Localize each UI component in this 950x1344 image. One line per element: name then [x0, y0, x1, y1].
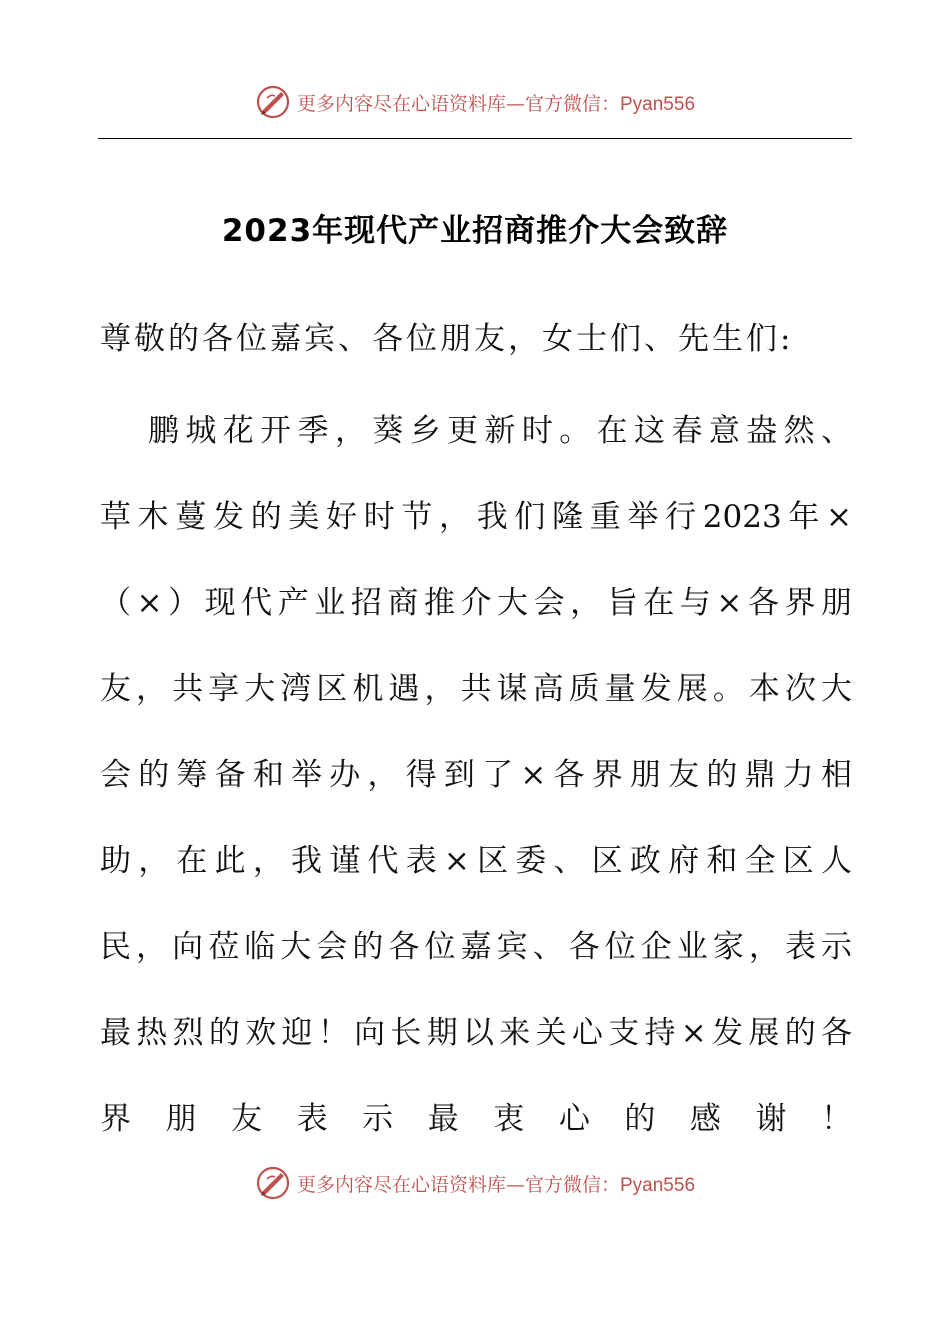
- paragraph-line: 助，在此，我谨代表×区委、区政府和全区人: [100, 843, 852, 879]
- paragraph-line: （×）现代产业招商推介大会，旨在与×各界朋: [100, 585, 852, 621]
- paragraph-line: 界朋友表示最衷心的感谢！: [100, 1101, 852, 1137]
- paragraph-line: 民，向莅临大会的各位嘉宾、各位企业家，表示: [100, 929, 852, 965]
- paragraph-line: 鹏城花开季，葵乡更新时。在这春意盎然、: [148, 413, 852, 449]
- body-paragraph: [100, 388, 852, 1162]
- paragraph-line: 草木蔓发的美好时节，我们隆重举行2023年×: [100, 499, 852, 535]
- paragraph-line: 友，共享大湾区机遇，共谋高质量发展。本次大: [100, 671, 852, 707]
- paragraph-line: 最热烈的欢迎！向长期以来关心支持×发展的各: [100, 1015, 852, 1051]
- pen-logo-icon: [255, 1165, 291, 1201]
- header-banner-handle: Pyan556: [620, 93, 696, 115]
- paragraph-line: 会的筹备和举办，得到了×各界朋友的鼎力相: [100, 757, 852, 793]
- header-divider: [98, 138, 852, 139]
- footer-banner-main: 更多内容尽在心语资料库—官方微信：: [296, 1173, 620, 1196]
- page-title: 2023年现代产业招商推介大会致辞: [221, 213, 729, 249]
- page-footer: [0, 1163, 950, 1203]
- pen-logo-icon: [255, 84, 291, 120]
- greeting: 尊敬的各位嘉宾、各位朋友，女士们、先生们:: [100, 321, 794, 357]
- header-banner-main: 更多内容尽在心语资料库—官方微信：: [296, 92, 620, 115]
- page-header: [0, 82, 950, 122]
- header-banner-text: [297, 89, 695, 116]
- footer-banner-handle: Pyan556: [620, 1174, 696, 1196]
- footer-banner-text: [297, 1170, 695, 1197]
